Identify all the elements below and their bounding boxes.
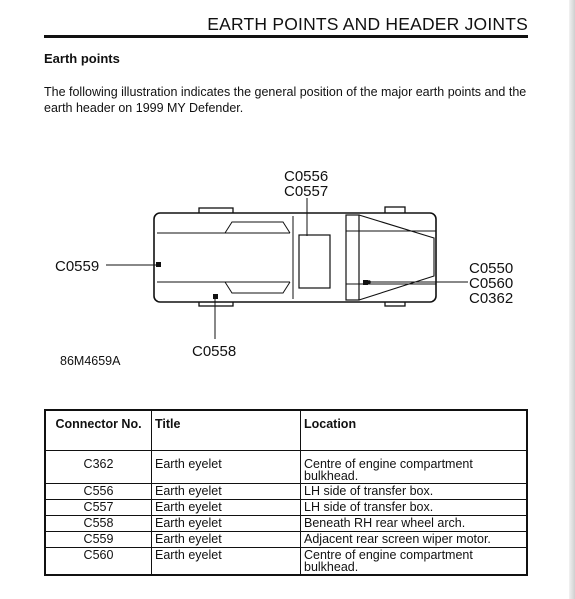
label-c0557: C0557 <box>284 183 329 200</box>
cell-location: Centre of engine compartment bulkhead. <box>301 548 528 576</box>
cell-location: LH side of transfer box. <box>301 484 528 500</box>
table-header-row <box>45 410 527 451</box>
table-row <box>45 548 527 576</box>
cell-title: Earth eyelet <box>152 500 301 516</box>
label-c0550: C0550 <box>469 260 514 277</box>
cell-location: Centre of engine compartment bulkhead. <box>301 451 528 484</box>
table-row <box>45 516 527 532</box>
table-row <box>45 451 527 484</box>
cell-location: LH side of transfer box. <box>301 500 528 516</box>
cell-title: Earth eyelet <box>152 484 301 500</box>
earth-points-table <box>44 409 528 576</box>
label-c0362: C0362 <box>469 290 514 307</box>
figure-reference: 86M4659A <box>60 354 121 368</box>
table-row <box>45 532 527 548</box>
label-c0558: C0558 <box>192 343 237 360</box>
cell-title: Earth eyelet <box>152 548 301 576</box>
transfer-box-earth-area <box>299 235 330 288</box>
col-header-location: Location <box>301 410 528 451</box>
cell-connector: C362 <box>45 451 152 484</box>
cell-connector: C559 <box>45 532 152 548</box>
earth-point-c0550 <box>363 280 368 285</box>
table-row <box>45 500 527 516</box>
header-rule <box>44 35 528 38</box>
label-c0560: C0560 <box>469 275 514 292</box>
col-header-connector: Connector No. <box>45 410 152 451</box>
cell-title: Earth eyelet <box>152 532 301 548</box>
table-row <box>45 484 527 500</box>
vehicle-earth-points-diagram <box>0 150 575 375</box>
cell-title: Earth eyelet <box>152 516 301 532</box>
col-header-title: Title <box>152 410 301 451</box>
cell-connector: C560 <box>45 548 152 576</box>
earth-point-c0559 <box>156 262 161 267</box>
earth-point-c0558 <box>213 294 218 299</box>
cell-connector: C556 <box>45 484 152 500</box>
cell-location: Beneath RH rear wheel arch. <box>301 516 528 532</box>
page-header-title: EARTH POINTS AND HEADER JOINTS <box>207 14 528 34</box>
rear-bulkhead <box>346 215 359 300</box>
cell-connector: C558 <box>45 516 152 532</box>
cell-location: Adjacent rear screen wiper motor. <box>301 532 528 548</box>
section-title: Earth points <box>44 51 120 66</box>
cell-connector: C557 <box>45 500 152 516</box>
cell-title: Earth eyelet <box>152 451 301 484</box>
label-c0556: C0556 <box>284 168 329 185</box>
intro-paragraph: The following illustration indicates the general position of the major earth points and the earth header on 1999 MY Defender. <box>44 85 527 115</box>
label-c0559: C0559 <box>55 258 100 275</box>
